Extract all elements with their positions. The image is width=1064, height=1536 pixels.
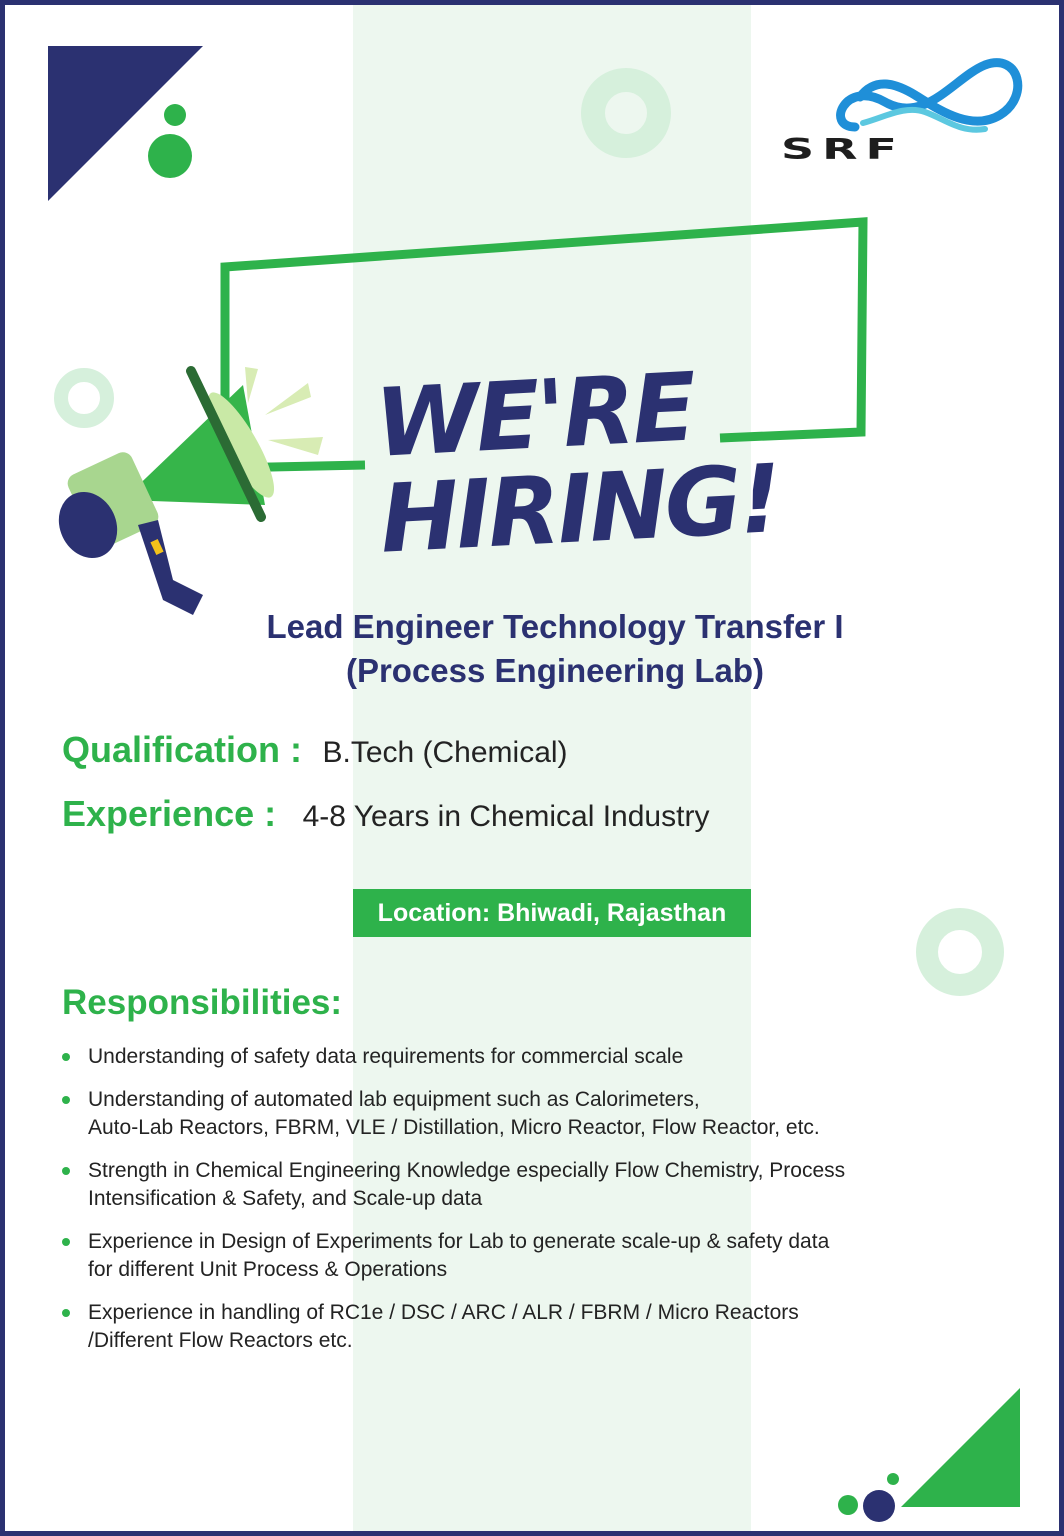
list-item-line: Experience in handling of RC1e / DSC / ARC / ALR / FBRM / Micro Reactors: [88, 1301, 799, 1324]
list-item-line: Intensification & Safety, and Scale-up data: [88, 1187, 483, 1210]
bullet-icon: [62, 1053, 70, 1061]
ring-decoration-top: [580, 67, 672, 159]
experience-value: 4-8 Years in Chemical Industry: [302, 800, 710, 833]
logo-text: SRF: [781, 132, 905, 166]
infinity-loop-icon: [775, 57, 1025, 137]
qualification-row: [62, 729, 568, 771]
bottom-right-triangle-decoration: [833, 1385, 1023, 1525]
location-badge: [353, 889, 751, 937]
list-item-line: /Different Flow Reactors etc.: [88, 1329, 353, 1352]
job-title: [205, 605, 905, 693]
responsibilities-title: Responsibilities:: [62, 983, 343, 1022]
list-item: [62, 1157, 892, 1213]
list-item: [62, 1043, 892, 1071]
list-item-line: for different Unit Process & Operations: [88, 1258, 448, 1281]
bullet-icon: [62, 1096, 70, 1104]
headline-line-2: HIRING!: [377, 445, 782, 575]
list-item-line: Auto-Lab Reactors, FBRM, VLE / Distillation, Micro Reactor, Flow Reactor, etc.: [88, 1116, 820, 1139]
job-title-line-1: Lead Engineer Technology Transfer I: [266, 608, 844, 645]
qualification-label: Qualification :: [62, 729, 303, 770]
megaphone-icon: [53, 345, 333, 625]
bullet-icon: [62, 1238, 70, 1246]
list-item-line: Understanding of safety data requirements for commercial scale: [88, 1045, 684, 1068]
list-item-line: Experience in Design of Experiments for Lab to generate scale-up & safety data: [88, 1230, 830, 1253]
responsibilities-list: [62, 1043, 892, 1370]
list-item: [62, 1228, 892, 1284]
ring-decoration-right: [915, 907, 1005, 997]
list-item: [62, 1086, 892, 1142]
qualification-value: B.Tech (Chemical): [322, 736, 568, 769]
srf-logo: [775, 57, 1025, 187]
experience-row: [62, 793, 709, 835]
top-left-triangle-decoration: [48, 46, 218, 216]
bullet-icon: [62, 1167, 70, 1175]
hiring-headline: [372, 353, 802, 575]
list-item-line: Strength in Chemical Engineering Knowledge especially Flow Chemistry, Process: [88, 1159, 846, 1182]
job-title-line-2: (Process Engineering Lab): [345, 652, 765, 689]
experience-label: Experience :: [62, 793, 277, 834]
location-text: Location: Bhiwadi, Rajasthan: [377, 898, 727, 927]
list-item-line: Understanding of automated lab equipment such as Calorimeters,: [88, 1088, 700, 1111]
list-item: [62, 1299, 892, 1355]
bullet-icon: [62, 1309, 70, 1317]
headline-line-1: WE'RE: [372, 353, 697, 479]
